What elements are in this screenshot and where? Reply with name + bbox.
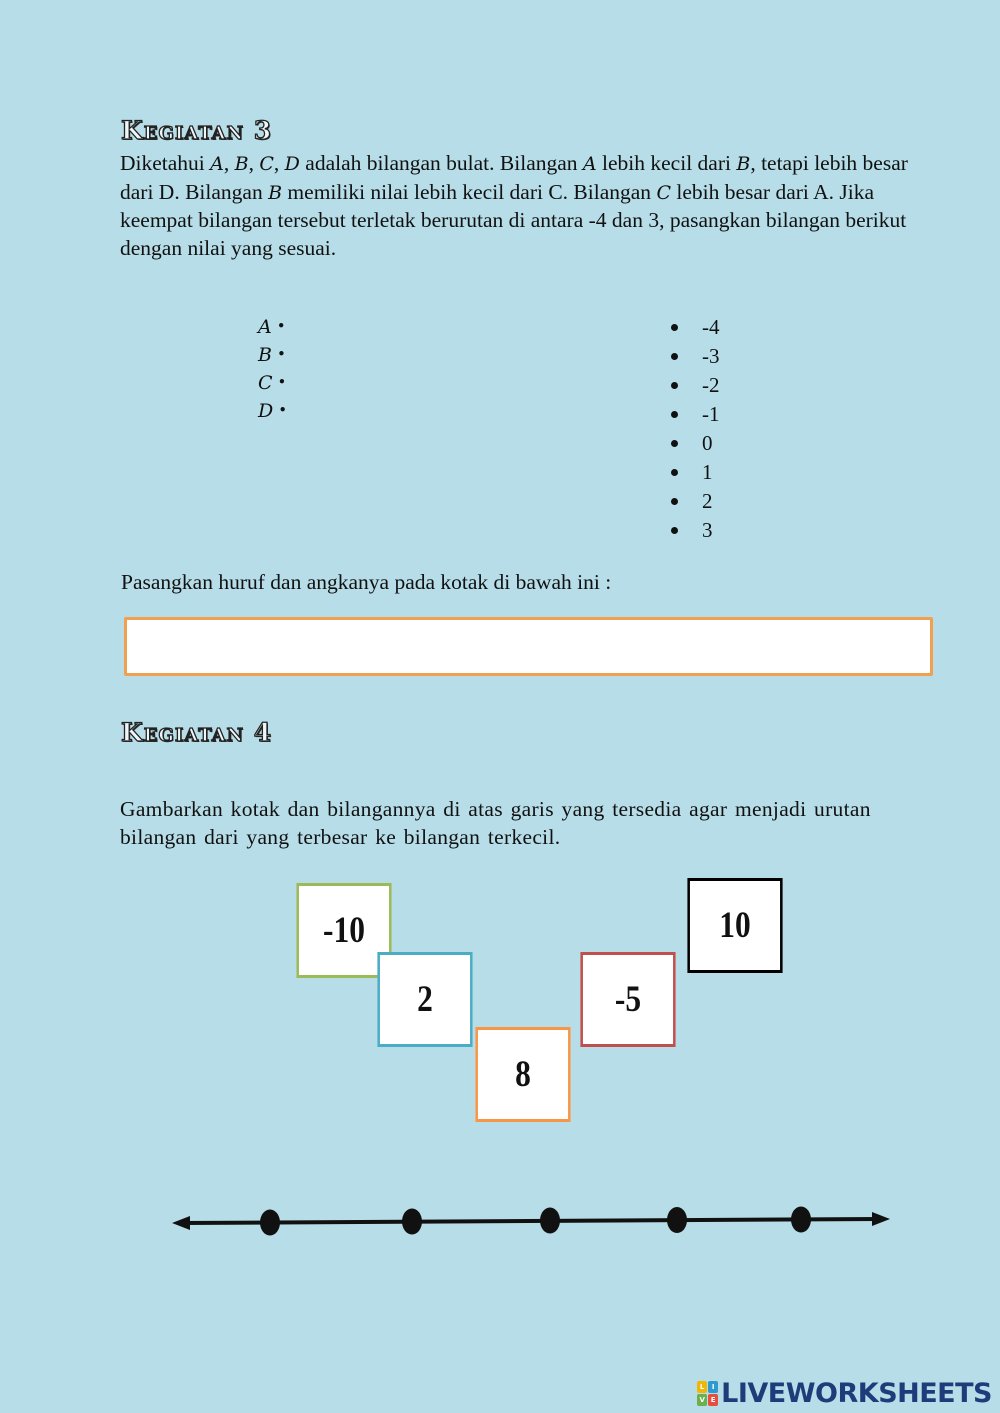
match-dot[interactable] (671, 353, 678, 360)
logo-letter: L (697, 1381, 707, 1393)
right-arrow-icon (872, 1212, 890, 1226)
number-line-point[interactable] (791, 1207, 811, 1233)
number-card-2[interactable] (377, 952, 472, 1047)
number-line-axis (182, 1219, 880, 1223)
card-value: 2 (417, 979, 433, 1020)
match-dot[interactable]: • (276, 317, 286, 335)
number-line-point[interactable] (402, 1209, 422, 1235)
letter-label: A (258, 316, 272, 338)
number-item[interactable] (668, 516, 720, 545)
match-dot[interactable] (671, 469, 678, 476)
matching-instruction: Pasangkan huruf dan angkanya pada kotak di bawah ini : (121, 570, 612, 594)
number-label: -1 (702, 402, 720, 426)
match-dot[interactable]: • (278, 401, 288, 419)
match-dot[interactable]: • (277, 373, 287, 391)
letter-item-a[interactable] (258, 312, 287, 340)
letter-item-c[interactable] (258, 368, 287, 396)
number-label: -4 (702, 315, 720, 339)
logo-mark-icon (697, 1381, 718, 1406)
letter-label: B (258, 344, 272, 366)
match-dot[interactable]: • (276, 345, 286, 363)
number-label: 2 (702, 489, 713, 513)
card-value: -5 (614, 979, 642, 1020)
number-item[interactable] (668, 429, 720, 458)
answer-input-box[interactable] (124, 617, 933, 676)
number-label: 3 (702, 518, 713, 542)
card-value: 8 (515, 1054, 531, 1095)
number-item[interactable] (668, 342, 720, 371)
letter-item-b[interactable] (258, 340, 287, 368)
number-label: -3 (702, 344, 720, 368)
number-item[interactable] (668, 313, 720, 342)
match-dot[interactable] (671, 324, 678, 331)
match-dot[interactable] (671, 440, 678, 447)
liveworksheets-logo (697, 1376, 992, 1410)
number-card-8[interactable] (475, 1027, 570, 1122)
match-dot[interactable] (671, 411, 678, 418)
match-dot[interactable] (671, 527, 678, 534)
number-line-point[interactable] (667, 1207, 687, 1233)
left-arrow-icon (172, 1216, 190, 1230)
number-item[interactable] (668, 371, 720, 400)
card-value: 10 (719, 905, 751, 946)
logo-letter: V (697, 1394, 707, 1406)
match-dot[interactable] (671, 382, 678, 389)
numbers-column (668, 313, 720, 545)
kegiatan-4-paragraph: Gambarkan kotak dan bilangannya di atas garis yang tersedia agar menjadi urutan bilangan dari yang terbesar ke bilangan terkecil. (120, 797, 871, 849)
number-item[interactable] (668, 487, 720, 516)
number-label: 0 (702, 431, 713, 455)
letter-item-d[interactable] (258, 396, 287, 424)
letter-label: C (258, 372, 273, 394)
number-item[interactable] (668, 458, 720, 487)
number-line-point[interactable] (260, 1210, 280, 1236)
number-line-point[interactable] (540, 1208, 560, 1234)
number-item[interactable] (668, 400, 720, 429)
letters-column (258, 312, 287, 424)
card-value: -10 (323, 910, 365, 951)
logo-letter: I (708, 1381, 718, 1393)
number-card-10[interactable] (687, 878, 782, 973)
brand-name: LIVEWORKSHEETS (721, 1377, 992, 1409)
number-label: 1 (702, 460, 713, 484)
kegiatan-3-heading: Kegiatan 3 (121, 116, 273, 145)
number-line (0, 1185, 1000, 1265)
logo-letter: E (708, 1394, 718, 1406)
kegiatan-3-paragraph: Diketahui A, B, C, D adalah bilangan bulat. Bilangan A lebih kecil dari B, tetapi lebih besar dari D. Bilangan B memiliki nilai lebih kecil dari C. Bilangan C lebih besar dari A. Jika keempat bilangan tersebut terletak berurutan di antara -4 dan 3, pasangkan bilangan berikut dengan nilai yang sesuai. (120, 151, 908, 260)
match-dot[interactable] (671, 498, 678, 505)
number-label: -2 (702, 373, 720, 397)
letter-label: D (258, 400, 274, 422)
number-card-minus-5[interactable] (580, 952, 675, 1047)
kegiatan-4-heading: Kegiatan 4 (121, 718, 273, 747)
